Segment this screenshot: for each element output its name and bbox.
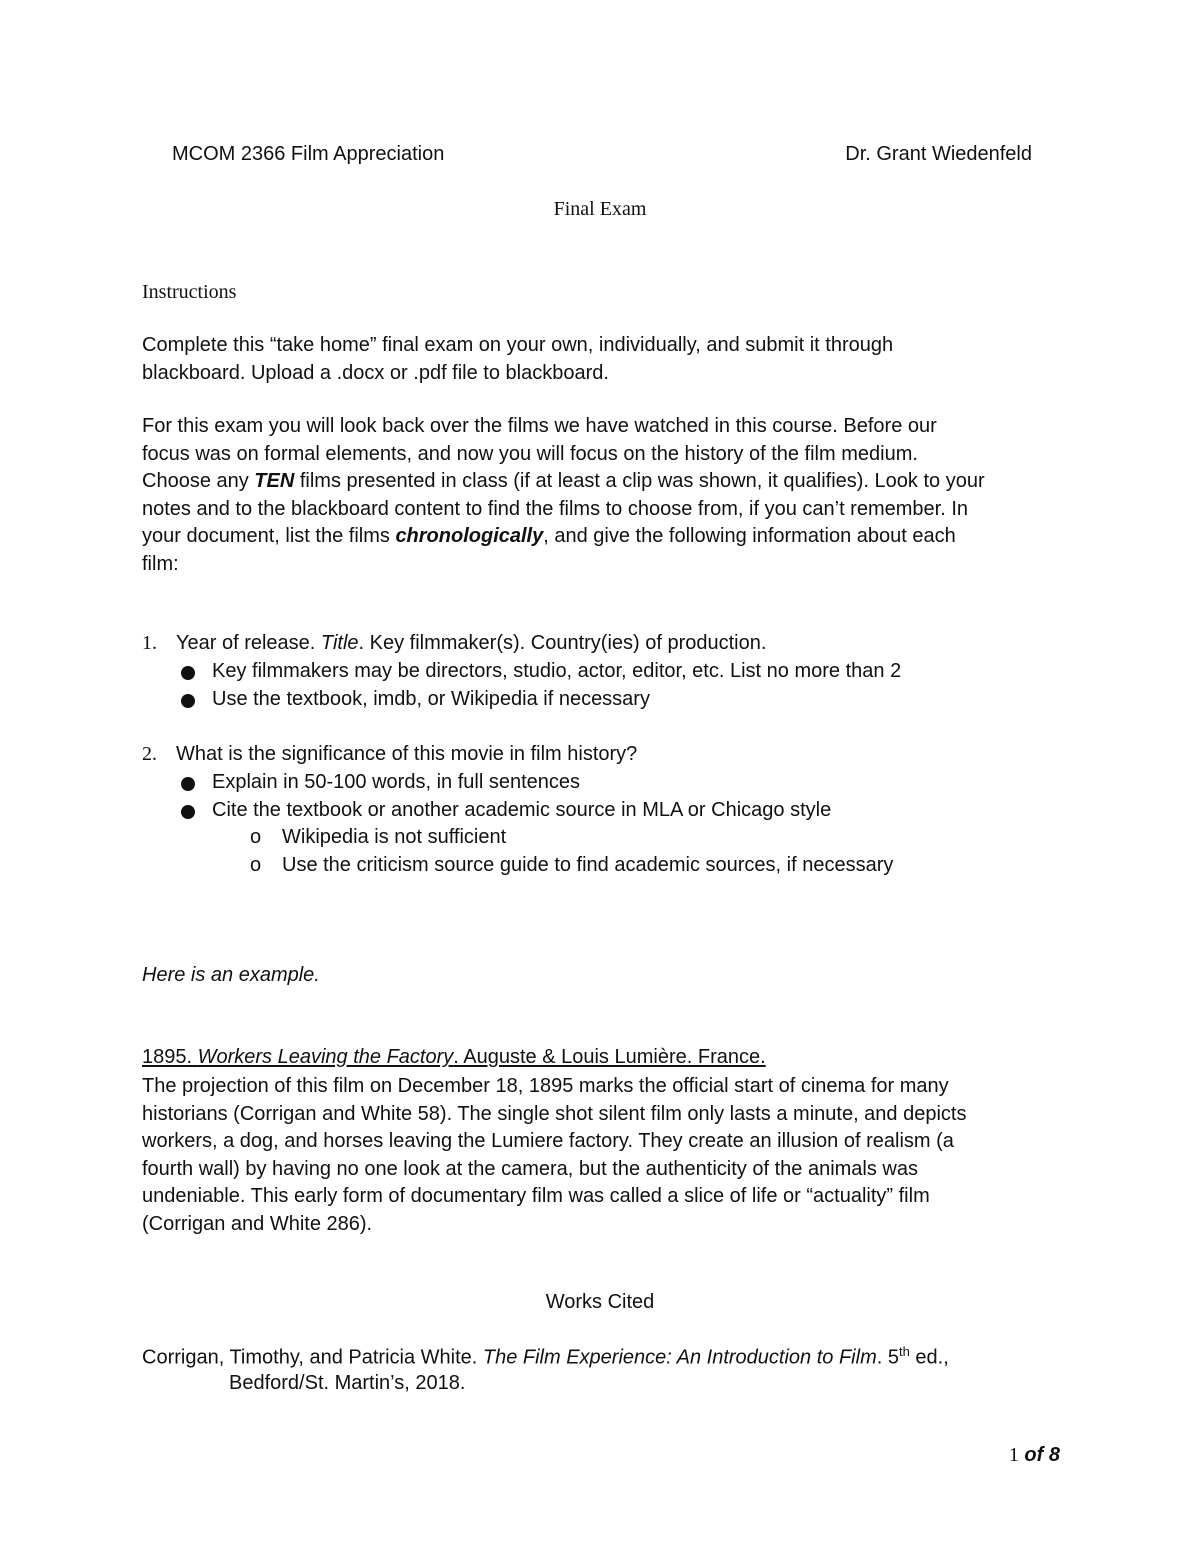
citation-title: The Film Experience: An Introduction to Film <box>482 1346 877 1369</box>
intro-line: Complete this “take home” final exam on your own, individually, and submit it through <box>142 334 894 356</box>
text-run: ed., <box>909 1346 949 1369</box>
list-subitem: Use the textbook, imdb, or Wikipedia if necessary <box>212 688 650 710</box>
list-subsubitem: Wikipedia is not sufficient <box>282 826 507 848</box>
overview-line <box>142 468 985 496</box>
bullet-icon <box>181 666 195 680</box>
overview-line: notes and to the blackboard content to find the films to choose from, if you can’t remember. In <box>142 497 969 520</box>
overview-line: focus was on formal elements, and now you will focus on the history of the film medium. <box>142 442 918 465</box>
example-line: The projection of this film on December 18, 1895 marks the official start of cinema for many <box>142 1075 949 1097</box>
overview-line <box>142 523 985 551</box>
overview-line: film: <box>142 552 179 575</box>
list-item <box>176 632 766 655</box>
list-subitem: Explain in 50-100 words, in full sentences <box>212 771 580 793</box>
course-title: MCOM 2366 Film Appreciation <box>172 143 445 165</box>
example-film-title: Workers Leaving the Factory <box>197 1046 454 1068</box>
text-run: of 8 <box>1018 1444 1060 1466</box>
text-run: . Key filmmaker(s). Country(ies) of production. <box>358 632 767 654</box>
circle-bullet-icon: o <box>250 826 262 848</box>
citation-entry-continued: Bedford/St. Martin’s, 2018. <box>229 1372 466 1394</box>
bullet-icon <box>181 694 195 708</box>
text-run: Title <box>320 632 359 654</box>
emphasis-ten: TEN <box>254 470 295 492</box>
example-body <box>142 1073 966 1238</box>
text-run: 1 <box>1008 1444 1019 1466</box>
page-number <box>1009 1444 1060 1467</box>
instructor-name: Dr. Grant Wiedenfeld <box>845 143 1032 165</box>
list-item: What is the significance of this movie in film history? <box>176 743 638 765</box>
works-cited-heading: Works Cited <box>545 1291 655 1313</box>
overview-paragraph <box>142 413 985 578</box>
citation-entry <box>142 1344 949 1370</box>
text-run: your document, list the films <box>142 525 396 547</box>
emphasis-chronologically: chronologically <box>395 525 544 547</box>
example-line: (Corrigan and White 286). <box>142 1212 373 1235</box>
text-run: . Auguste & Louis Lumière. France. <box>453 1046 766 1068</box>
overview-line: For this exam you will look back over the films we have watched in this course. Before our <box>142 415 937 437</box>
text-run: Year of release. <box>176 632 321 654</box>
bullet-icon <box>181 805 195 819</box>
intro-paragraph <box>142 332 893 387</box>
text-run: Choose any <box>142 470 255 492</box>
circle-bullet-icon: o <box>250 854 262 876</box>
page-title: Final Exam <box>553 198 647 220</box>
instructions-heading: Instructions <box>142 281 237 303</box>
example-line: undeniable. This early form of documentary film was called a slice of life or “actuality” film <box>142 1185 930 1207</box>
example-line: historians (Corrigan and White 58). The single shot silent film only lasts a minute, and depicts <box>142 1102 967 1125</box>
list-subsubitem: Use the criticism source guide to find academic sources, if necessary <box>282 854 894 876</box>
text-run: , and give the following information about each <box>543 525 956 547</box>
list-subitem: Cite the textbook or another academic source in MLA or Chicago style <box>212 799 832 821</box>
list-number: 2. <box>142 743 157 765</box>
text-run: 1895. <box>142 1046 198 1068</box>
text-run: th <box>898 1344 910 1359</box>
example-heading <box>142 1046 766 1069</box>
list-number: 1. <box>142 632 157 654</box>
example-intro: Here is an example. <box>142 964 320 986</box>
list-subitem: Key filmmakers may be directors, studio, actor, editor, etc. List no more than 2 <box>212 660 902 682</box>
bullet-icon <box>181 777 195 791</box>
example-line: fourth wall) by having no one look at the camera, but the authenticity of the animals was <box>142 1157 918 1180</box>
text-run: . 5 <box>876 1346 899 1369</box>
text-run: Corrigan, Timothy, and Patricia White. <box>142 1346 483 1369</box>
text-run: films presented in class (if at least a clip was shown, it qualifies). Look to your <box>294 470 985 492</box>
intro-line: blackboard. Upload a .docx or .pdf file to blackboard. <box>142 361 609 384</box>
example-line: workers, a dog, and horses leaving the Lumiere factory. They create an illusion of realism (a <box>142 1130 954 1152</box>
